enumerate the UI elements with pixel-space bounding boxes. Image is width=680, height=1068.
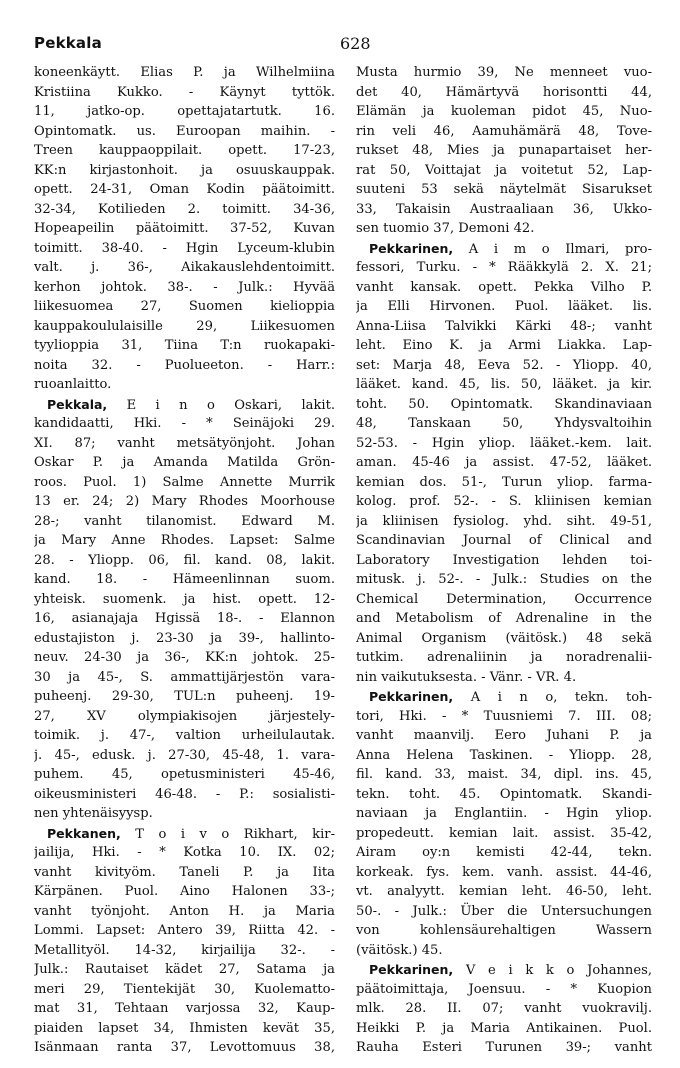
line-text: Hopeapeilin päätoimitt. 37-52, Kuvan — [34, 221, 335, 236]
entry-name: Pekkarinen, — [369, 962, 454, 977]
text-line — [356, 278, 652, 298]
text-line — [34, 336, 335, 356]
line-text: Opintomatk. us. Euroopan maihin. - — [34, 123, 335, 139]
entry-heading-line — [34, 824, 335, 844]
text-line — [34, 551, 335, 571]
line-text: nin vaikutuksesta. - Vänr. - VR. 4. — [356, 669, 577, 685]
text-line — [34, 941, 335, 961]
line-text: piaiden lapset 34, Ihmisten kevät 35, — [34, 1020, 335, 1036]
line-text: Kristiina Kukko. - Käynyt tyttök. — [34, 84, 335, 100]
left-column — [34, 63, 335, 1058]
text-line — [356, 1019, 652, 1039]
text-line — [34, 707, 335, 727]
text-line — [356, 980, 652, 1000]
text-line — [34, 999, 335, 1019]
line-text: Julk.: Rautaiset kädet 27, Satama ja — [34, 962, 335, 977]
line-text: vanht kivityöm. Taneli P. ja Iita — [34, 864, 335, 880]
line-text: 28. - Yliopp. 06, fil. kand. 08, lakit. — [34, 552, 335, 568]
text-line — [356, 570, 652, 590]
text-line — [34, 180, 335, 200]
line-text: tutkim. adrenaliinin ja noradrenalii- — [356, 650, 652, 665]
line-text: vanht kansak. opett. Pekka Vilho P. — [356, 279, 652, 295]
line-text: Treen kauppaoppilait. opett. 17-23, — [34, 143, 335, 158]
line-text: rin veli 46, Aamuhämärä 48, Tove- — [356, 123, 652, 139]
line-text: nen yhtenäisyysp. — [34, 806, 153, 821]
text-line — [34, 200, 335, 220]
line-text: Animal Organism (väitösk.) 48 sekä — [356, 630, 652, 646]
line-text: Isänmaan ranta 37, Levottomuus 38, — [34, 1040, 335, 1055]
entry-name: Pekkanen, — [47, 825, 121, 841]
text-line — [34, 902, 335, 922]
line-text: toimik. j. 47-, valtion urheilulautak. — [34, 728, 335, 743]
line-text: rat 50, Voittajat ja voitetut 52, Lap- — [356, 162, 652, 178]
text-line — [34, 239, 335, 259]
text-line — [356, 375, 652, 395]
text-line — [34, 570, 335, 590]
text-line — [34, 434, 335, 454]
line-text: kemian dos. 51-, Turun yliop. farma- — [356, 474, 652, 490]
line-text: Airam oy:n kemisti 42-44, tekn. — [356, 845, 652, 860]
line-text: koneenkäytt. Elias P. ja Wilhelmiina — [34, 65, 335, 80]
text-line — [34, 375, 335, 395]
line-text: leht. Eino K. ja Armi Liakka. Lap- — [356, 338, 652, 353]
line-text: päätoimittaja, Joensuu. - * Kuopion — [356, 981, 652, 997]
text-line — [356, 1038, 652, 1058]
text-line — [34, 473, 335, 493]
text-line — [356, 161, 652, 181]
text-line — [34, 492, 335, 512]
text-line — [34, 921, 335, 941]
text-line — [34, 648, 335, 668]
text-line — [356, 258, 652, 278]
text-line — [356, 863, 652, 883]
running-head: Pekkala — [34, 34, 102, 52]
line-text: (väitösk.) 45. — [356, 942, 443, 958]
line-text: 11, jatko-op. opettajatartutk. 16. — [34, 104, 335, 119]
text-line — [34, 726, 335, 746]
line-text: 28-; vanht tilanomist. Edward M. — [34, 513, 335, 529]
text-line — [34, 102, 335, 122]
line-text: rukset 48, Mies ja punapartaiset her- — [356, 143, 652, 158]
line-text: kandidaatti, Hki. - * Seinäjoki 29. — [34, 416, 335, 431]
line-text: Musta hurmio 39, Ne menneet vuo- — [356, 65, 652, 80]
line-text: A i m o Ilmari, pro- — [453, 241, 652, 257]
line-text: jailija, Hki. - * Kotka 10. IX. 02; — [34, 845, 335, 860]
line-text: sen tuomio 37, Demoni 42. — [356, 221, 535, 236]
line-text: mat 31, Tehtaan varjossa 32, Kaup- — [34, 1001, 335, 1016]
entry-heading-line — [356, 960, 652, 980]
line-text: Elämän ja kuoleman pidot 45, Nuo- — [356, 104, 652, 119]
text-line — [34, 804, 335, 824]
line-text: Kärpänen. Puol. Aino Halonen 33-; — [34, 884, 335, 899]
text-line — [356, 141, 652, 161]
page-header — [34, 34, 654, 56]
line-text: Anna Helena Taskinen. - Yliopp. 28, — [356, 747, 652, 763]
right-column — [356, 63, 652, 1058]
line-text: vanht työnjoht. Anton H. ja Maria — [34, 903, 335, 919]
line-text: 52-53. - Hgin yliop. lääket.-kem. lait. — [356, 435, 652, 451]
text-line — [356, 434, 652, 454]
line-text: V e i k k o Johannes, — [453, 963, 652, 978]
line-text: det 40, Hämärtyvä horisontti 44, — [356, 84, 652, 100]
text-line — [356, 297, 652, 317]
text-line — [34, 63, 335, 83]
line-text: Lommi. Lapset: Antero 39, Riitta 42. - — [34, 923, 335, 938]
entry-heading-line — [356, 687, 652, 707]
text-line — [34, 609, 335, 629]
line-text: edustajiston j. 23-30 ja 39-, hallinto- — [34, 630, 335, 646]
text-line — [356, 746, 652, 766]
text-line — [34, 746, 335, 766]
text-line — [356, 882, 652, 902]
text-line — [34, 297, 335, 317]
text-line — [356, 609, 652, 629]
text-line — [356, 843, 652, 863]
text-line — [356, 648, 652, 668]
line-text: mlk. 28. II. 07; vanht vuokravilj. — [356, 1001, 652, 1016]
line-text: and Metabolism of Adrenaline in the — [356, 611, 652, 626]
line-text: T o i v o Rikhart, kir- — [120, 826, 335, 842]
text-line — [34, 258, 335, 278]
text-line — [356, 551, 652, 571]
text-line — [34, 980, 335, 1000]
text-line — [356, 941, 652, 961]
text-line — [34, 629, 335, 649]
text-line — [34, 122, 335, 142]
line-text: Rauha Esteri Turunen 39-; vanht — [356, 1040, 652, 1055]
text-line — [34, 453, 335, 473]
text-line — [356, 356, 652, 376]
text-line — [34, 161, 335, 181]
line-text: Chemical Determination, Occurrence — [356, 591, 652, 607]
line-text: kauppakoululaisille 29, Liikesuomen — [34, 318, 335, 334]
text-line — [356, 726, 652, 746]
line-text: tori, Hki. - * Tuusniemi 7. III. 08; — [356, 708, 652, 724]
line-text: 33, Takaisin Austraaliaan 36, Ukko- — [356, 201, 652, 217]
line-text: KK:n kirjastonhoit. ja osuuskauppak. — [34, 162, 335, 178]
text-line — [356, 804, 652, 824]
text-line — [34, 1038, 335, 1058]
line-text: oikeusministeri 46-48. - P.: sosialisti- — [34, 786, 335, 802]
line-text: fil. kand. 33, maist. 34, dipl. ins. 45, — [356, 767, 652, 782]
text-line — [34, 83, 335, 103]
text-line — [356, 785, 652, 805]
line-text: Metallityöl. 14-32, kirjailija 32-. - — [34, 942, 335, 958]
line-text: 32-34, Kotilieden 2. toimitt. 34-36, — [34, 201, 335, 217]
line-text: ja Elli Hirvonen. Puol. lääket. lis. — [356, 299, 652, 314]
line-text: vt. analyytt. kemian leht. 46-50, leht. — [356, 884, 652, 899]
entry-heading-line — [34, 395, 335, 415]
line-text: Heikki P. ja Maria Antikainen. Puol. — [356, 1020, 652, 1036]
line-text: kerhon johtok. 38-. - Julk.: Hyvää — [34, 279, 335, 295]
text-line — [356, 102, 652, 122]
line-text: ja kliinisen fysiolog. yhd. siht. 49-51, — [356, 513, 652, 529]
text-line — [356, 902, 652, 922]
text-line — [34, 512, 335, 532]
line-text: Scandinavian Journal of Clinical and — [356, 533, 652, 548]
text-line — [356, 453, 652, 473]
text-line — [356, 219, 652, 239]
line-text: set: Marja 48, Eeva 52. - Yliopp. 40, — [356, 357, 652, 373]
line-text: XI. 87; vanht metsätyönjoht. Johan — [34, 435, 335, 451]
line-text: toht. 50. Opintomatk. Skandinaviaan — [356, 396, 652, 412]
line-text: ruoanlaitto. — [34, 377, 112, 392]
line-text: noita 32. - Puolueeton. - Harr.: — [34, 357, 335, 373]
line-text: meri 29, Tientekijät 30, Kuolematto- — [34, 981, 335, 997]
text-line — [34, 765, 335, 785]
entry-name: Pekkarinen, — [369, 689, 454, 704]
line-text: E i n o Oskari, lakit. — [107, 397, 335, 413]
text-line — [356, 395, 652, 415]
text-line — [34, 219, 335, 239]
line-text: vanht maanvilj. Eero Juhani P. ja — [356, 728, 652, 743]
text-line — [356, 473, 652, 493]
text-line — [34, 278, 335, 298]
entry-name: Pekkarinen, — [369, 240, 454, 256]
text-line — [356, 590, 652, 610]
text-line — [356, 531, 652, 551]
line-text: tekn. toht. 45. Opintomatk. Skandi- — [356, 786, 652, 802]
text-line — [356, 83, 652, 103]
line-text: Oskar P. ja Amanda Matilda Grön- — [34, 455, 335, 470]
text-line — [34, 843, 335, 863]
text-line — [356, 317, 652, 337]
line-text: aman. 45-46 ja assist. 47-52, lääket. — [356, 455, 652, 470]
line-text: opett. 24-31, Oman Kodin päätoimitt. — [34, 182, 335, 197]
line-text: propedeutt. kemian lait. assist. 35-42, — [356, 825, 652, 841]
text-line — [356, 63, 652, 83]
text-line — [356, 629, 652, 649]
line-text: fessori, Turku. - * Rääkkylä 2. X. 21; — [356, 260, 652, 275]
text-line — [356, 414, 652, 434]
line-text: naviaan ja Englantiin. - Hgin yliop. — [356, 806, 652, 821]
text-line — [356, 824, 652, 844]
entry-name: Pekkala, — [47, 396, 108, 412]
entry-heading-line — [356, 239, 652, 259]
line-text: korkeak. fys. kem. vanh. assist. 44-46, — [356, 864, 652, 880]
line-text: von kohlensäurehaltigen Wassern — [356, 923, 652, 938]
line-text: roos. Puol. 1) Salme Annette Murrik — [34, 474, 335, 490]
text-line — [34, 687, 335, 707]
text-line — [34, 960, 335, 980]
text-line — [34, 531, 335, 551]
text-line — [34, 863, 335, 883]
line-text: puheenj. 29-30, TUL:n puheenj. 19- — [34, 689, 335, 704]
line-text: tyylioppia 31, Tiina T:n ruokapaki- — [34, 338, 335, 353]
line-text: yhteisk. suomenk. ja hist. opett. 12- — [34, 591, 335, 607]
text-line — [34, 785, 335, 805]
text-line — [34, 590, 335, 610]
line-text: kand. 18. - Hämeenlinnan suom. — [34, 572, 335, 587]
line-text: ja Mary Anne Rhodes. Lapset: Salme — [34, 533, 335, 548]
text-line — [356, 180, 652, 200]
line-text: 13 er. 24; 2) Mary Rhodes Moorhouse — [34, 494, 335, 509]
line-text: mitusk. j. 52-. - Julk.: Studies on the — [356, 572, 652, 587]
line-text: Anna-Liisa Talvikki Kärki 48-; vanht — [356, 318, 652, 334]
text-line — [356, 492, 652, 512]
text-line — [356, 707, 652, 727]
line-text: 16, asianajaja Hgissä 18-. - Elannon — [34, 611, 335, 626]
text-line — [34, 317, 335, 337]
line-text: neuv. 24-30 ja 36-, KK:n johtok. 25- — [34, 650, 335, 665]
line-text: A i n o, tekn. toh- — [453, 690, 652, 705]
line-text: 48, Tanskaan 50, Yhdysvaltoihin — [356, 416, 652, 431]
text-line — [34, 356, 335, 376]
text-line — [356, 512, 652, 532]
page-number: 628 — [340, 34, 371, 53]
text-line — [356, 765, 652, 785]
line-text: kolog. prof. 52-. - S. kliinisen kemian — [356, 494, 652, 509]
text-line — [356, 336, 652, 356]
line-text: Laboratory Investigation lehden toi- — [356, 552, 652, 568]
text-line — [34, 1019, 335, 1039]
line-text: puhem. 45, opetusministeri 45-46, — [34, 767, 335, 782]
line-text: 30 ja 45-, S. ammattijärjestön vara- — [34, 669, 335, 685]
text-line — [356, 200, 652, 220]
text-line — [356, 122, 652, 142]
text-line — [356, 999, 652, 1019]
line-text: j. 45-, edusk. j. 27-30, 45-48, 1. vara- — [34, 747, 335, 763]
text-line — [356, 668, 652, 688]
text-line — [34, 141, 335, 161]
line-text: valt. j. 36-, Aikakauslehdentoimitt. — [34, 260, 335, 275]
text-line — [34, 882, 335, 902]
text-line — [34, 668, 335, 688]
line-text: 27, XV olympiakisojen järjestely- — [34, 708, 335, 724]
line-text: lääket. kand. 45, lis. 50, lääket. ja kir. — [356, 377, 652, 392]
text-line — [356, 921, 652, 941]
text-line — [34, 414, 335, 434]
line-text: 50-. - Julk.: Über die Untersuchungen — [356, 903, 652, 919]
line-text: toimitt. 38-40. - Hgin Lyceum-klubin — [34, 240, 335, 256]
line-text: suuteni 53 sekä näytelmät Sisarukset — [356, 182, 652, 197]
line-text: liikesuomea 27, Suomen kielioppia — [34, 299, 335, 314]
